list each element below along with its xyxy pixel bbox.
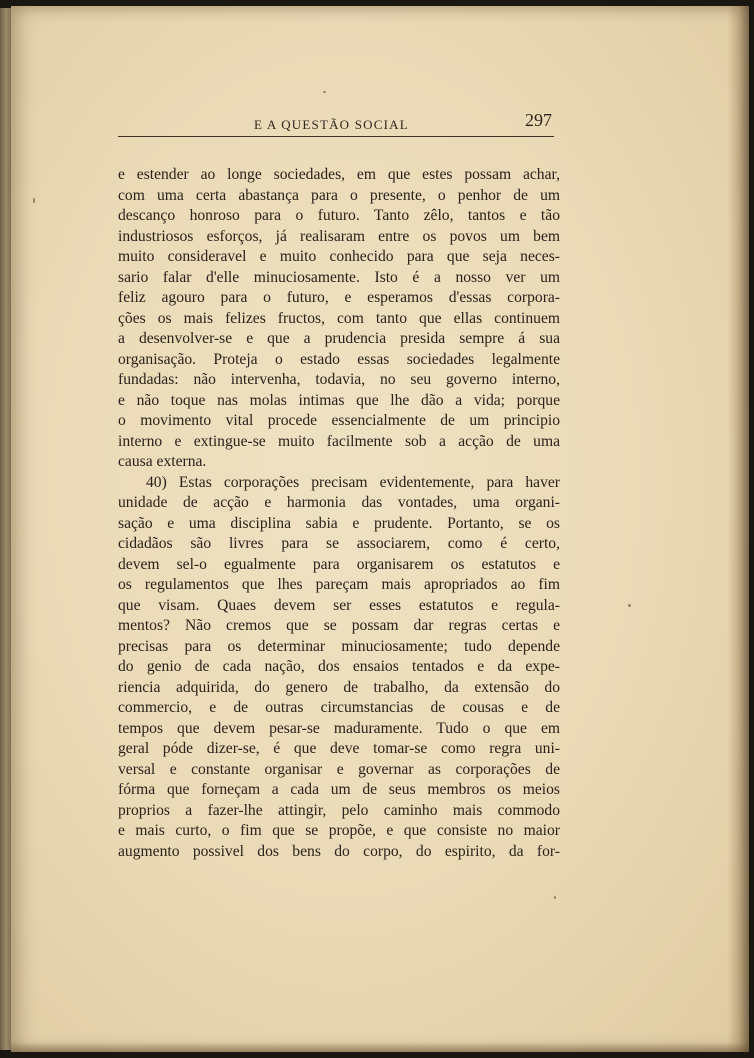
text-line: muito consideravel e muito conhecido para que seja neces- (118, 248, 560, 265)
text-line: fórma que forneçam a cada um de seus membros os meios (118, 781, 560, 798)
text-line: industriosos esforços, já realisaram entre os povos um bem (118, 227, 560, 245)
text-line: mentos? Não cremos que se possam dar regras certas e (118, 617, 560, 634)
text-line: com uma certa abastança para o presente, o penhor de um (118, 186, 560, 204)
text-line: augmento possivel dos bens do corpo, do espirito, da for- (118, 842, 560, 860)
text-line: e estender ao longe sociedades, em que estes possam achar, (118, 166, 560, 183)
text-line: commercio, e de outras circumstancias de cousas e de (118, 699, 560, 716)
text-line: feliz agouro para o futuro, e esperamos d'essas corpora- (118, 289, 560, 306)
text-line: precisas para os determinar minuciosamente; tudo depende (118, 637, 560, 655)
running-title: E A QUESTÃO SOCIAL (254, 117, 409, 132)
text-line: o movimento vital procede essencialmente de um principio (118, 412, 560, 429)
book-page (11, 6, 749, 1052)
text-line: riencia adquirida, do genero de trabalho, da extensão do (118, 678, 560, 696)
text-line: sação e uma disciplina sabia e prudente. Portanto, se os (118, 514, 560, 532)
text-line: unidade de acção e harmonia das vontades, uma organi- (118, 494, 560, 511)
text-line: a desenvolver-se e que a prudencia presida sempre á sua (118, 330, 560, 347)
text-line: e não toque nas molas intimas que lhe dão a vida; porque (118, 391, 560, 409)
text-line: sario falar d'elle minuciosamente. Isto é a nosso ver um (118, 268, 560, 286)
page-number: 297 (525, 110, 552, 130)
text-line-paragraph-end: causa externa. (118, 453, 207, 470)
text-line: cidadãos são livres para se associarem, como é certo, (118, 535, 560, 552)
text-line: os regulamentos que lhes pareçam mais apropriados ao fim (118, 576, 560, 593)
text-line: que visam. Quaes devem ser esses estatutos e regula- (118, 596, 560, 614)
page-bottom-shadow (11, 1042, 749, 1052)
text-line: fundadas: não intervenha, todavia, no seu governo interno, (118, 371, 560, 388)
text-line: interno e extingue-se muito facilmente sob a acção de uma (118, 432, 560, 450)
body-text (118, 165, 560, 862)
page-fore-edge-shadow (727, 6, 749, 1052)
text-line: tempos que devem pesar-se maduramente. Tudo o que em (118, 719, 560, 737)
text-line-paragraph-start: 40) Estas corporações precisam evidentemente, para haver (146, 473, 560, 491)
text-line: geral póde dizer-se, é que deve tomar-se como regra uni- (118, 740, 560, 757)
text-line: organisação. Proteja o estado essas sociedades legalmente (118, 350, 560, 368)
text-line: versal e constante organisar e governar as corporações de (118, 760, 560, 778)
text-line: e mais curto, o fim que se propõe, e que consiste no maior (118, 822, 560, 839)
text-line: ções os mais felizes fructos, com tanto que ellas continuem (118, 309, 560, 327)
text-line: do genio de cada nação, dos ensaios tentados e da expe- (118, 658, 560, 675)
text-line: proprios a fazer-lhe attingir, pelo caminho mais commodo (118, 801, 560, 819)
text-line: devem sel-o egualmente para organisarem os estatutos e (118, 555, 560, 573)
running-header (118, 106, 554, 137)
text-line: descanço honroso para o futuro. Tanto zêlo, tantos e tão (118, 207, 560, 224)
